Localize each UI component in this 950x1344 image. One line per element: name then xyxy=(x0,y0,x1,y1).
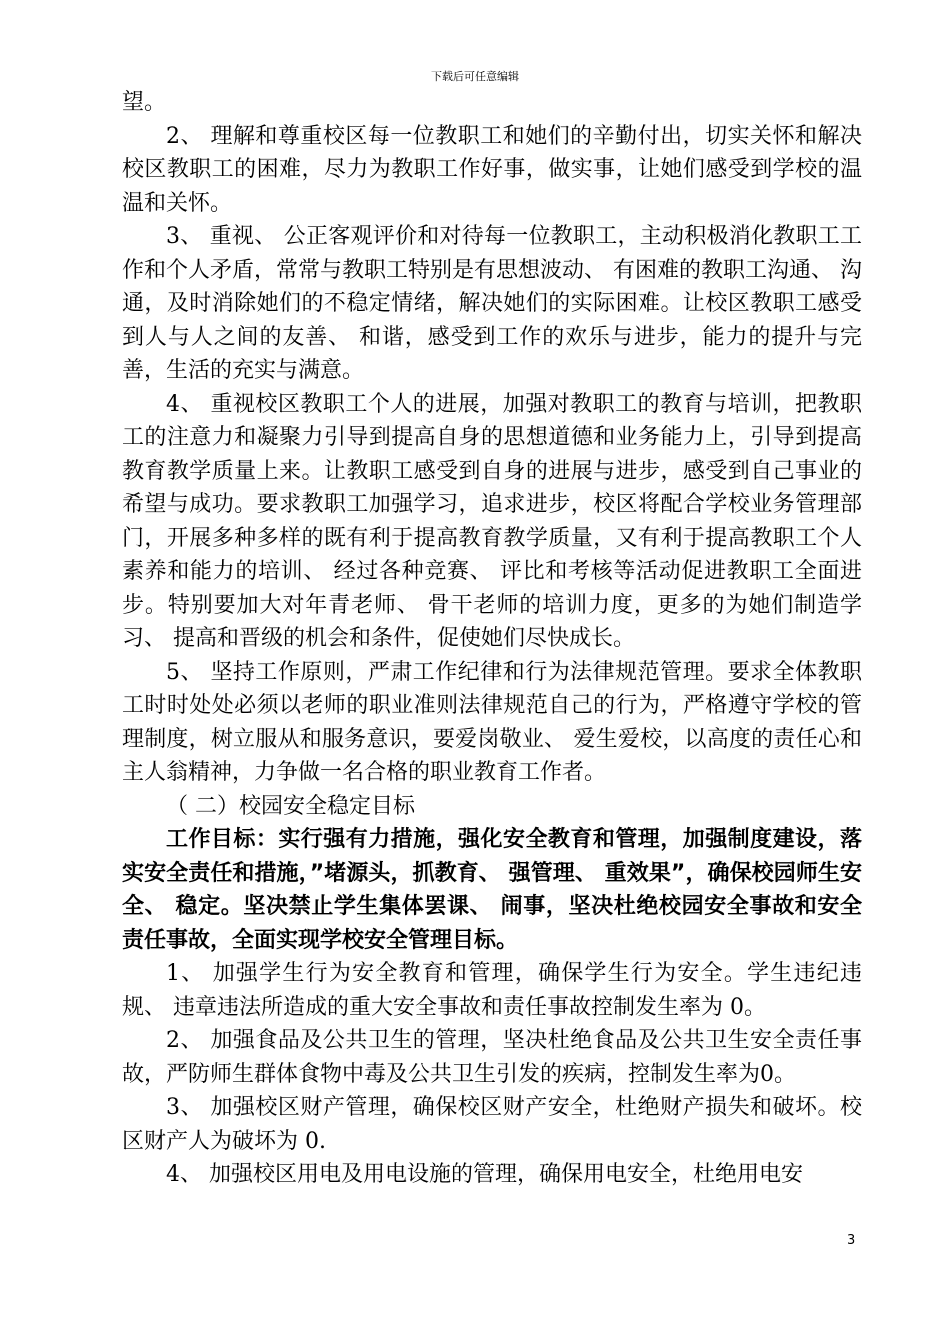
document-body xyxy=(122,86,862,1192)
page-header: 下载后可任意编辑 xyxy=(431,70,519,83)
safety-item-1: 1、 加强学生行为安全教育和管理，确保学生行为安全。学生违纪违规、 违章违法所造成的重大安全事故和责任事故控制发生率为 0。 xyxy=(122,961,862,1020)
section-heading-safety: （ 二）校园安全稳定目标 xyxy=(166,793,415,819)
safety-item-4: 4、 加强校区用电及用电设施的管理，确保用电安全，杜绝用电安 xyxy=(166,1162,803,1187)
safety-item-3: 3、 加强校区财产管理，确保校区财产安全，杜绝财产损失和破坏。校区财产人为破坏为 0. xyxy=(122,1095,862,1154)
paragraph-item-2: 2、 理解和尊重校区每一位教职工和她们的辛勤付出，切实关怀和解决校区教职工的困难，尽力为教职工作好事，做实事，让她们感受到学校的温温和关怀。 xyxy=(122,123,862,216)
paragraph-item-3: 3、 重视、 公正客观评价和对待每一位教职工，主动积极消化教职工工作和个人矛盾，常常与教职工特别是有思想波动、 有困难的教职工沟通、 沟通，及时消除她们的不稳定情绪，解决她们的实际困难。让校区教职工感受到人与人之间的友善、 和谐，感受到工作的欢乐与进步，能力的提升与完善，生活的充实与满意。 xyxy=(122,224,862,383)
paragraph-item-5: 5、 坚持工作原则，严肃工作纪律和行为法律规范管理。要求全体教职工时时处处必须以老师的职业准则法律规范自己的行为，严格遵守学校的管理制度，树立服从和服务意识，要爱岗敬业、 爱生爱校，以高度的责任心和主人翁精神，力争做一名合格的职业教育工作者。 xyxy=(122,659,862,785)
page-number: 3 xyxy=(847,1233,856,1248)
work-goal-paragraph: 工作目标：实行强有力措施，强化安全教育和管理，加强制度建设，落实安全责任和措施，”堵源头，抓教育、 强管理、 重效果”，确保校园师生安全、 稳定。坚决禁止学生集体罢课、 闹事，坚决杜绝校园安全事故和安全责任事故，全面实现学校安全管理目标。 xyxy=(122,827,862,953)
paragraph-continuation: 望。 xyxy=(122,90,167,115)
safety-item-2: 2、 加强食品及公共卫生的管理，坚决杜绝食品及公共卫生安全责任事故，严防师生群体食物中毒及公共卫生引发的疾病，控制发生率为0。 xyxy=(122,1028,862,1087)
paragraph-item-4: 4、 重视校区教职工个人的进展，加强对教职工的教育与培训，把教职工的注意力和凝聚力引导到提高自身的思想道德和业务能力上，引导到提高教育教学质量上来。让教职工感受到自身的进展与进步，感受到自己事业的希望与成功。要求教职工加强学习，追求进步，校区将配合学校业务管理部门，开展多种多样的既有利于提高教育教学质量，又有利于提高教职工个人素养和能力的培训、 经过各种竞赛、 评比和考核等活动促进教职工全面进步。特别要加大对年青老师、 骨干老师的培训力度，更多的为她们制造学习、 提高和晋级的机会和条件，促使她们尽快成长。 xyxy=(122,391,862,651)
